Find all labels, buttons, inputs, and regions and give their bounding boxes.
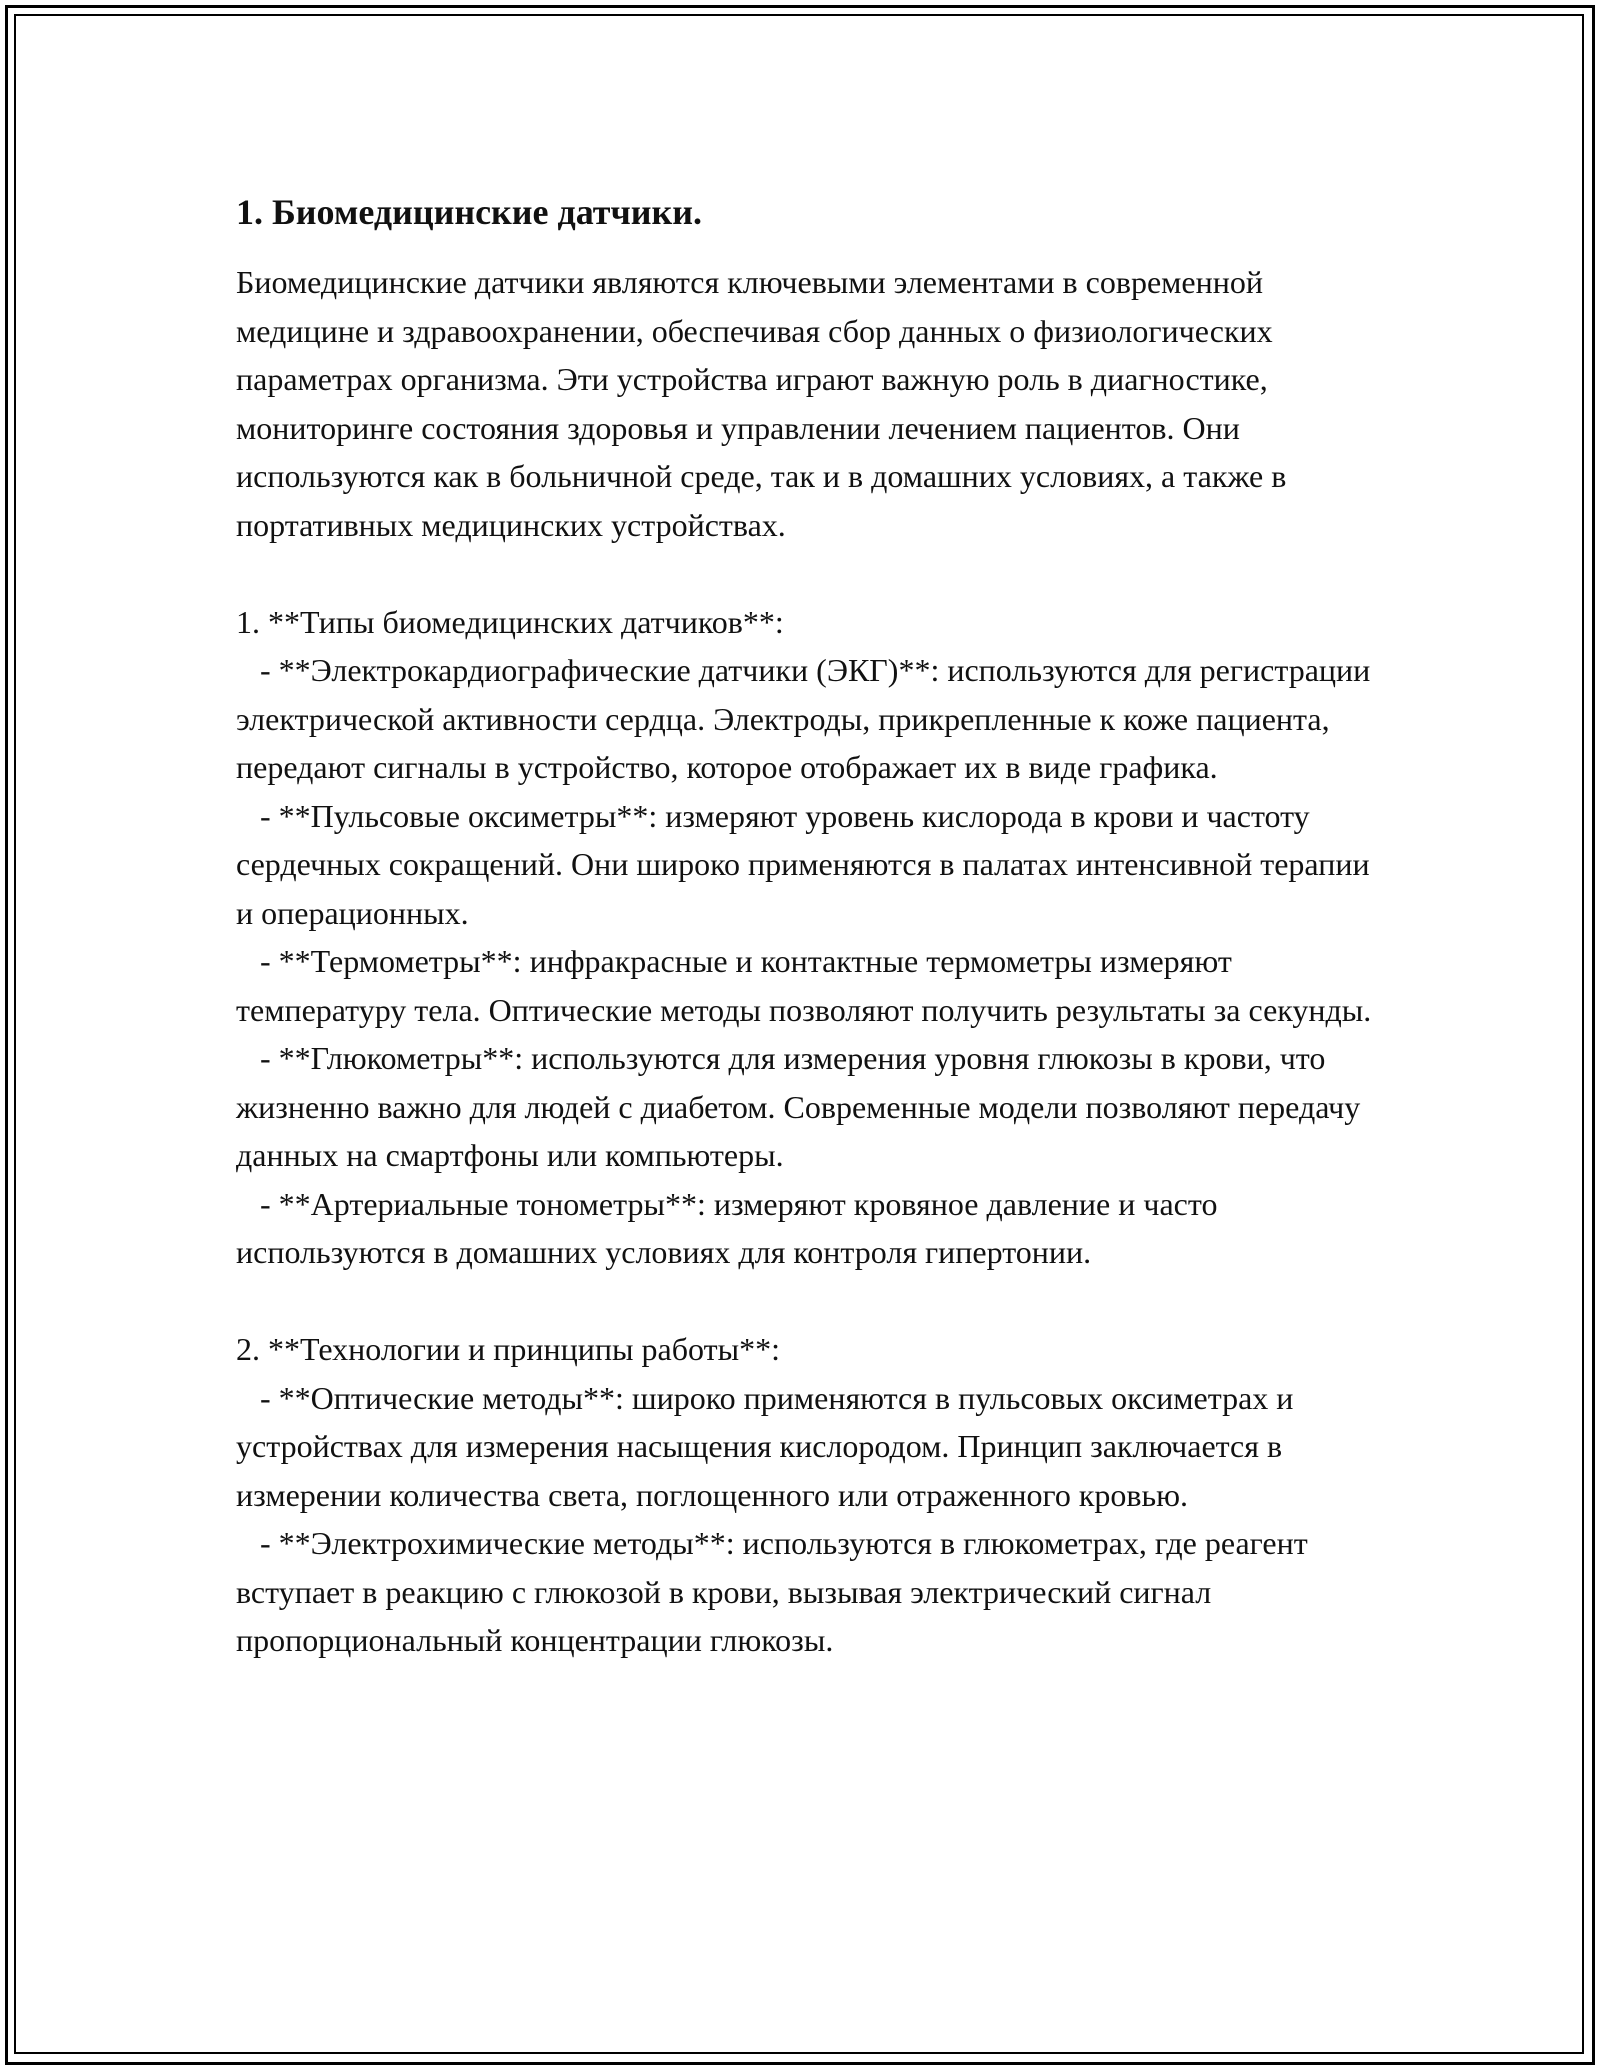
section-types — [236, 598, 1379, 1277]
list-item: - **Пульсовые оксиметры**: измеряют уровень кислорода в крови и частоту сердечных сокращений. Они широко применяются в палатах интенсивной терапии и операционных. — [236, 797, 1378, 931]
paragraph-gap — [236, 549, 1376, 598]
section-title: 2. **Технологии и принципы работы**: — [236, 1331, 780, 1367]
paragraph-gap — [236, 1277, 1376, 1326]
document-heading: 1. Биомедицинские датчики. — [236, 192, 702, 232]
list-item: - **Термометры**: инфракрасные и контактные термометры измеряют температуру тела. Оптические методы позволяют получить результаты за секунды. — [236, 943, 1372, 1028]
list-item: - **Электрокардиографические датчики (ЭКГ)**: используются для регистрации электрической активности сердца. Электроды, прикрепленные к коже пациента, передают сигналы в устройство, которое отображает их в виде графика. — [236, 652, 1379, 785]
list-item: - **Электрохимические методы**: используются в глюкометрах, где реагент вступает в реакцию с глюкозой в крови, вызывая электрический сигнал пропорциональный концентрации глюкозы. — [236, 1525, 1316, 1658]
list-item: - **Оптические методы**: широко применяются в пульсовых оксиметрах и устройствах для измерения насыщения кислородом. Принцип заключается в измерении количества света, поглощенного или отраженного кровью. — [236, 1379, 1302, 1513]
list-item: - **Артериальные тонометры**: измеряют кровяное давление и часто используются в домашних условиях для контроля гипертонии. — [236, 1185, 1226, 1270]
section-technologies — [236, 1325, 1376, 1665]
section-title: 1. **Типы биомедицинских датчиков**: — [236, 603, 784, 640]
document-body — [236, 188, 1379, 1665]
intro-paragraph: Биомедицинские датчики являются ключевыми элементами в современной медицине и здравоохранении, обеспечивая сбор данных о физиологических параметрах организма. Эти устройства играют важную роль в диагностике, мониторинге состояния здоровья и управлении лечением пациентов. Они используются как в больничной среде, так и в домашних условиях, а также в портативных медицинских устройствах. — [236, 264, 1295, 543]
list-item: - **Глюкометры**: используются для измерения уровня глюкозы в крови, что жизненно важно для людей с диабетом. Современные модели позволяют передачу данных на смартфоны или компьютеры. — [236, 1040, 1369, 1173]
